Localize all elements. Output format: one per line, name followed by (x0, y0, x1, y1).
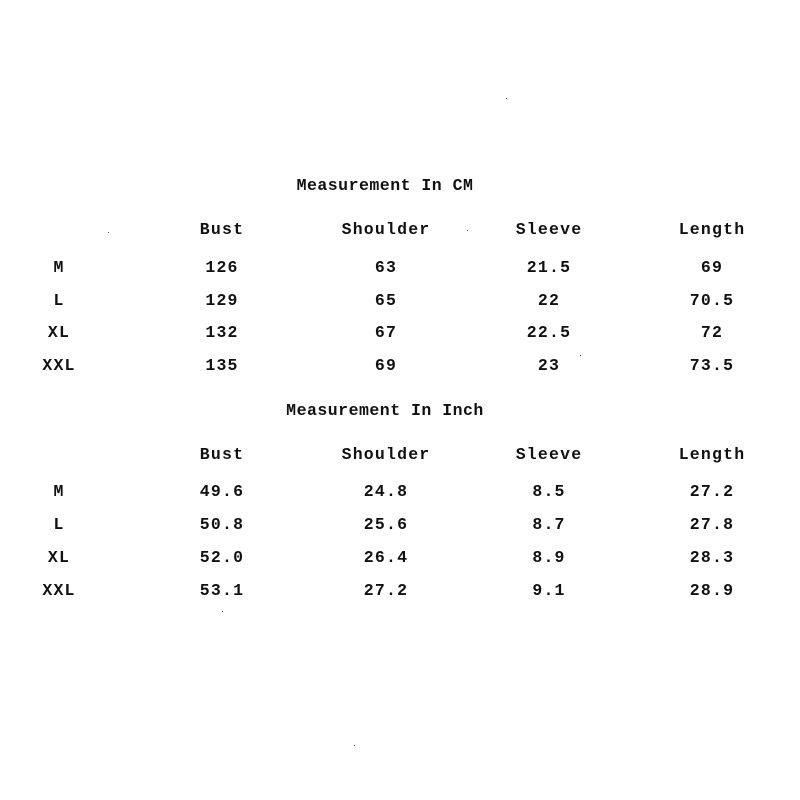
cell-length: 28.3 (689, 548, 735, 567)
table-title-cm: Measurement In CM (296, 176, 474, 195)
cell-bust: 50.8 (199, 515, 245, 534)
cell-sleeve: 22 (537, 291, 561, 310)
size-label: XXL (42, 581, 76, 600)
table-title-inch: Measurement In Inch (286, 401, 484, 420)
cell-bust: 126 (205, 258, 239, 277)
cell-bust: 129 (205, 291, 239, 310)
size-label: XXL (42, 356, 76, 375)
cell-sleeve: 8.5 (532, 482, 566, 501)
cell-shoulder: 25.6 (363, 515, 409, 534)
column-header-length: Length (678, 445, 746, 464)
size-label: XL (47, 323, 71, 342)
scan-speck (580, 355, 581, 356)
cell-shoulder: 24.8 (363, 482, 409, 501)
cell-sleeve: 8.7 (532, 515, 566, 534)
cell-sleeve: 22.5 (526, 323, 572, 342)
cell-shoulder: 27.2 (363, 581, 409, 600)
column-header-sleeve: Sleeve (515, 220, 583, 239)
cell-length: 73.5 (689, 356, 735, 375)
cell-shoulder: 67 (374, 323, 398, 342)
column-header-bust: Bust (199, 220, 245, 239)
cell-length: 69 (700, 258, 724, 277)
cell-shoulder: 26.4 (363, 548, 409, 567)
size-label: M (53, 482, 65, 501)
cell-sleeve: 21.5 (526, 258, 572, 277)
cell-length: 27.2 (689, 482, 735, 501)
column-header-length: Length (678, 220, 746, 239)
column-header-bust: Bust (199, 445, 245, 464)
cell-sleeve: 23 (537, 356, 561, 375)
size-label: XL (47, 548, 71, 567)
scan-speck (467, 230, 468, 231)
cell-length: 72 (700, 323, 724, 342)
cell-shoulder: 65 (374, 291, 398, 310)
column-header-sleeve: Sleeve (515, 445, 583, 464)
size-label: M (53, 258, 65, 277)
column-header-shoulder: Shoulder (341, 220, 431, 239)
cell-bust: 52.0 (199, 548, 245, 567)
size-label: L (53, 515, 65, 534)
cell-bust: 53.1 (199, 581, 245, 600)
cell-shoulder: 69 (374, 356, 398, 375)
size-label: L (53, 291, 65, 310)
cell-length: 70.5 (689, 291, 735, 310)
cell-bust: 132 (205, 323, 239, 342)
cell-bust: 49.6 (199, 482, 245, 501)
cell-sleeve: 9.1 (532, 581, 566, 600)
scan-speck (108, 232, 109, 233)
scan-speck (506, 98, 507, 99)
cell-shoulder: 63 (374, 258, 398, 277)
scan-speck (354, 745, 355, 746)
column-header-shoulder: Shoulder (341, 445, 431, 464)
cell-bust: 135 (205, 356, 239, 375)
cell-length: 27.8 (689, 515, 735, 534)
cell-sleeve: 8.9 (532, 548, 566, 567)
cell-length: 28.9 (689, 581, 735, 600)
scan-speck (222, 611, 223, 612)
